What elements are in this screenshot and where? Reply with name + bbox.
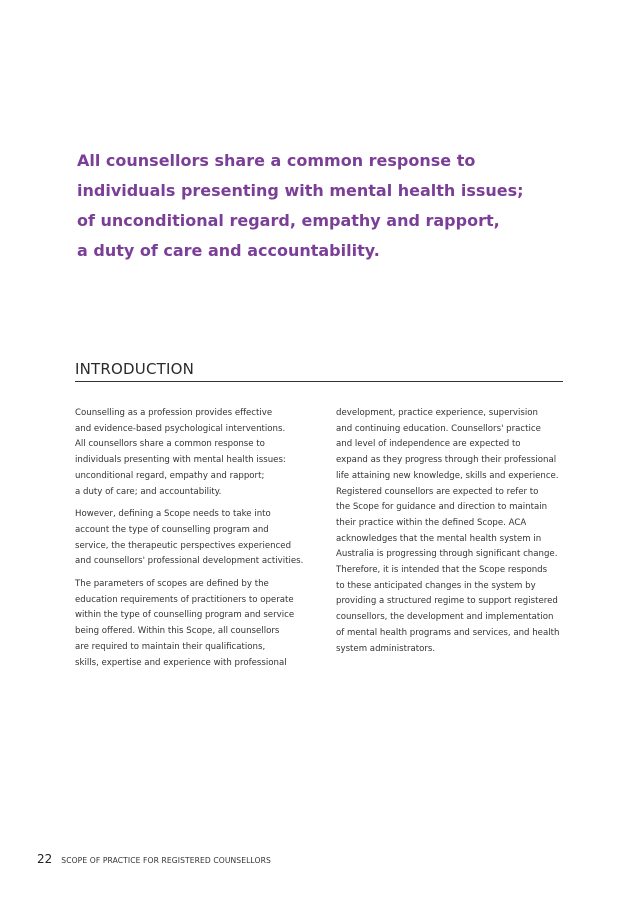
text-line: development, practice experience, supervision xyxy=(336,408,538,418)
text-line: of mental health programs and services, and health xyxy=(336,627,560,638)
text-line: education requirements of practitioners to operate xyxy=(75,594,294,605)
text-line: the Scope for guidance and direction to maintain xyxy=(336,502,548,513)
pull-quote-line: All counsellors share a common response to xyxy=(77,151,476,170)
text-line: Australia is progressing through significant change. xyxy=(336,549,558,560)
pull-quote-line: of unconditional regard, empathy and rapport, xyxy=(77,211,500,230)
text-line: However, defining a Scope needs to take into xyxy=(75,509,271,520)
text-line: skills, expertise and experience with professional xyxy=(75,657,287,668)
pull-quote-line: a duty of care and accountability. xyxy=(77,241,380,260)
text-line: within the type of counselling program and service xyxy=(75,610,295,621)
text-line: being offered. Within this Scope, all counsellors xyxy=(75,626,280,637)
text-line: and level of independence are expected to xyxy=(336,439,521,450)
text-line: providing a structured regime to support registered xyxy=(336,596,558,607)
paragraph xyxy=(75,406,323,500)
text-line: service, the therapeutic perspectives experienced xyxy=(75,540,292,551)
heading-divider xyxy=(75,381,563,382)
text-line: unconditional regard, empathy and rapport; xyxy=(75,470,265,481)
text-line: account the type of counselling program and xyxy=(75,524,269,535)
text-line: a duty of care; and accountability. xyxy=(75,486,222,497)
text-line: and evidence-based psychological interventions. xyxy=(75,423,286,434)
text-line: Counselling as a profession provides effective xyxy=(75,408,273,418)
page-number: 22 xyxy=(37,852,53,866)
pull-quote-line: individuals presenting with mental health issues; xyxy=(77,181,524,200)
paragraph xyxy=(75,577,323,671)
text-line: Therefore, it is intended that the Scope responds xyxy=(336,565,548,576)
pull-quote xyxy=(77,146,577,266)
paragraph xyxy=(336,406,566,657)
text-line: to these anticipated changes in the system by xyxy=(336,580,536,591)
right-text-column xyxy=(336,406,566,664)
text-line: expand as they progress through their professional xyxy=(336,455,557,466)
text-line: life attaining new knowledge, skills and experience. xyxy=(336,470,559,481)
text-line: are required to maintain their qualifications, xyxy=(75,641,266,652)
text-line: and continuing education. Counsellors' practice xyxy=(336,423,541,434)
text-line: counsellors, the development and implementation xyxy=(336,612,554,623)
text-line: The parameters of scopes are defined by the xyxy=(75,579,269,590)
text-line: their practice within the defined Scope. ACA xyxy=(336,517,527,528)
paragraph xyxy=(75,507,323,570)
text-line: All counsellors share a common response to xyxy=(75,439,265,450)
running-title: SCOPE OF PRACTICE FOR REGISTERED COUNSELLORS xyxy=(61,856,271,865)
left-text-column xyxy=(75,406,323,678)
text-line: acknowledges that the mental health system in xyxy=(336,533,542,544)
text-line: individuals presenting with mental health issues: xyxy=(75,455,286,466)
text-line: system administrators. xyxy=(336,643,436,654)
text-line: and counsellors' professional development activities. xyxy=(75,556,304,567)
text-line: Registered counsellors are expected to refer to xyxy=(336,486,539,497)
section-heading: INTRODUCTION xyxy=(75,360,195,378)
page-footer xyxy=(37,852,271,866)
